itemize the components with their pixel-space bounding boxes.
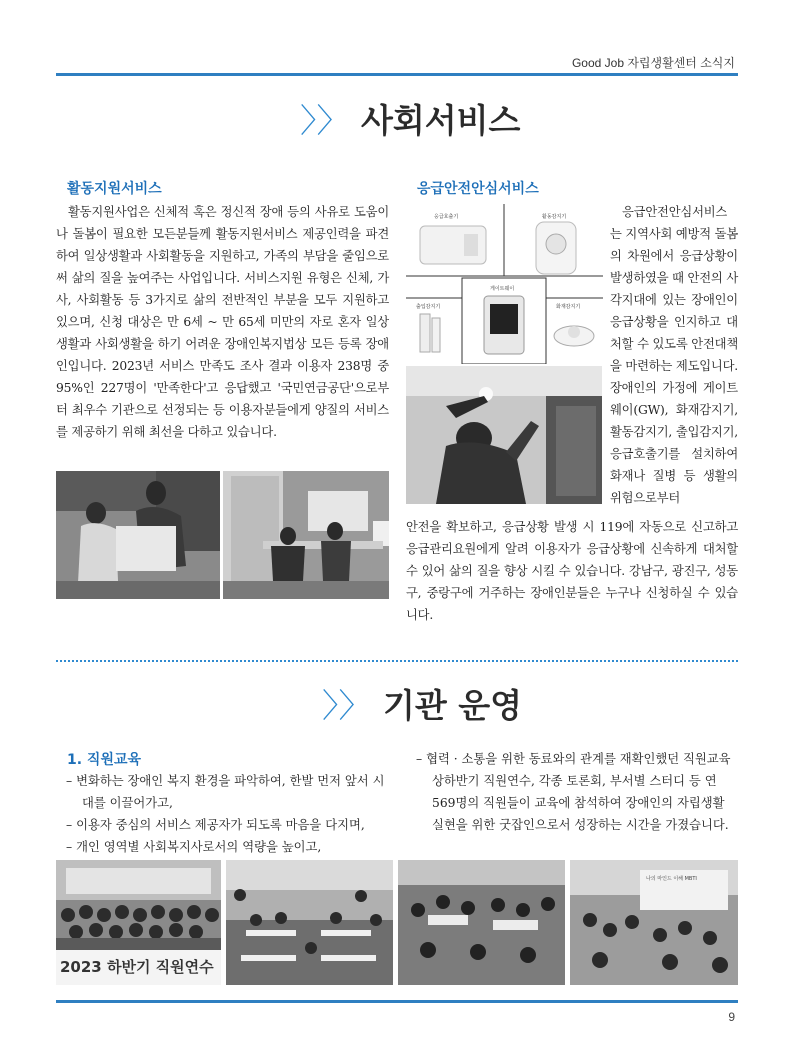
mbti-banner-text: 나의 마인드 이해 MBTI: [646, 876, 697, 882]
newsletter-title: Good Job 자립생활센터 소식지: [571, 56, 735, 70]
training-photo-seminar: [226, 860, 393, 985]
activity-support-photo-1: [56, 471, 220, 599]
page-number: 9: [728, 1010, 735, 1024]
list-item: – 개인 영역별 사회복지사로서의 역량을 높이고,: [66, 836, 389, 858]
chevron-icon: 〉〉: [300, 101, 350, 140]
training-photo-group: [56, 860, 221, 985]
device-label-gateway: 게이트웨이: [490, 286, 515, 292]
training-bullets-left: [66, 770, 389, 858]
training-photo-discussion: [398, 860, 565, 985]
section-title-social-services: [300, 95, 520, 142]
top-rule: [56, 73, 738, 76]
list-item: – 이용자 중심의 서비스 제공자가 되도록 마음을 다지며,: [66, 814, 389, 836]
training-bullets-right: [416, 748, 738, 836]
emergency-install-photo: [406, 366, 602, 504]
section-title-text: 기관 운영: [383, 686, 523, 725]
section-title-operations: [322, 680, 522, 727]
device-label-emergency-caller: 응급호출기: [434, 214, 459, 220]
list-item: – 변화하는 장애인 복지 환경을 파악하여, 한발 먼저 앞서 시대를 이끌어가고,: [66, 770, 389, 814]
device-label-activity-sensor: 활동감지기: [542, 214, 567, 220]
emergency-safety-heading: 응급안전안심서비스: [417, 181, 539, 197]
emergency-devices-diagram: [406, 204, 603, 364]
activity-support-photo-2: [223, 471, 389, 599]
device-label-entry-sensor: 출입감지기: [416, 304, 441, 310]
training-photo-mbti: [570, 860, 738, 985]
list-item: – 협력 · 소통을 위한 동료와의 관계를 재확인했던 직원교육 상하반기 직원연수, 각종 토론회, 부서별 스터디 등 연 569명의 직원들이 교육에 참석하여 장애인의 자립생활 실현을 위한 굿잡인으로서 성장하는 시간을 가졌습니다.: [416, 748, 738, 836]
chevron-icon: 〉〉: [322, 686, 372, 725]
device-label-fire-sensor: 화재감지기: [556, 304, 581, 310]
emergency-safety-body-wrap: 응급안전안심서비스는 지역사회 예방적 돌봄의 차원에서 응급상황이 발생하였을 때 안전의 사각지대에 있는 장애인이 응급상황을 인지하고 대처할 수 있도록 안전대책을 마련하는 제도입니다. 장애인의 가정에 게이트웨이(GW), 화재감지기, 활동감지기, 출입감지기, 응급호출기를 설치하여 화재나 질병 등 생활의 위험으로부터: [610, 205, 738, 505]
bottom-rule: [56, 1000, 738, 1003]
activity-support-body: 활동지원사업은 신체적 혹은 정신적 장애 등의 사유로 도움이나 돌봄이 필요한 모든분들께 활동지원서비스 제공인력을 파견하여 일상생활과 사회활동을 지원하고, 가족의 부담을 줄임으로써 삶의 질을 높여주는 사업입니다. 서비스지원 유형은 신체, 가사, 사회활동 등 3가지로 삶의 전반적인 부분을 모두 지원하고 있으며, 신청 대상은 만 6세 ~ 만 65세 미만의 자로 혼자 일상생활과 사회생활을 하기 어려운 장애인복지법상 모든 등록 장애인입니다. 2023년 서비스 만족도 조사 결과 이용자 238명 중 95%인 227명이 '만족한다'고 응답했고 '국민연금공단'으로부터 최우수 기관으로 선정되는 등 이용자분들에게 양질의 서비스를 제공하기 위해 최선을 다하고 있습니다.: [56, 205, 389, 439]
emergency-safety-body-full: 안전을 확보하고, 응급상황 발생 시 119에 자동으로 신고하고 응급관리요원에게 알려 이용자가 응급상황에 신속하게 대처할 수 있어 삶의 질을 향상 시킬 수 있습니다. 강남구, 광진구, 성동구, 중랑구에 거주하는 장애인분들은 누구나 신청하실 수 있습니다.: [406, 520, 738, 622]
section-title-text: 사회서비스: [361, 101, 521, 140]
activity-support-heading: 활동지원서비스: [67, 181, 162, 197]
staff-training-heading: 1. 직원교육: [67, 752, 142, 768]
training-photo-caption: 2023 하반기 직원연수: [60, 958, 214, 976]
section-divider: [56, 660, 738, 662]
